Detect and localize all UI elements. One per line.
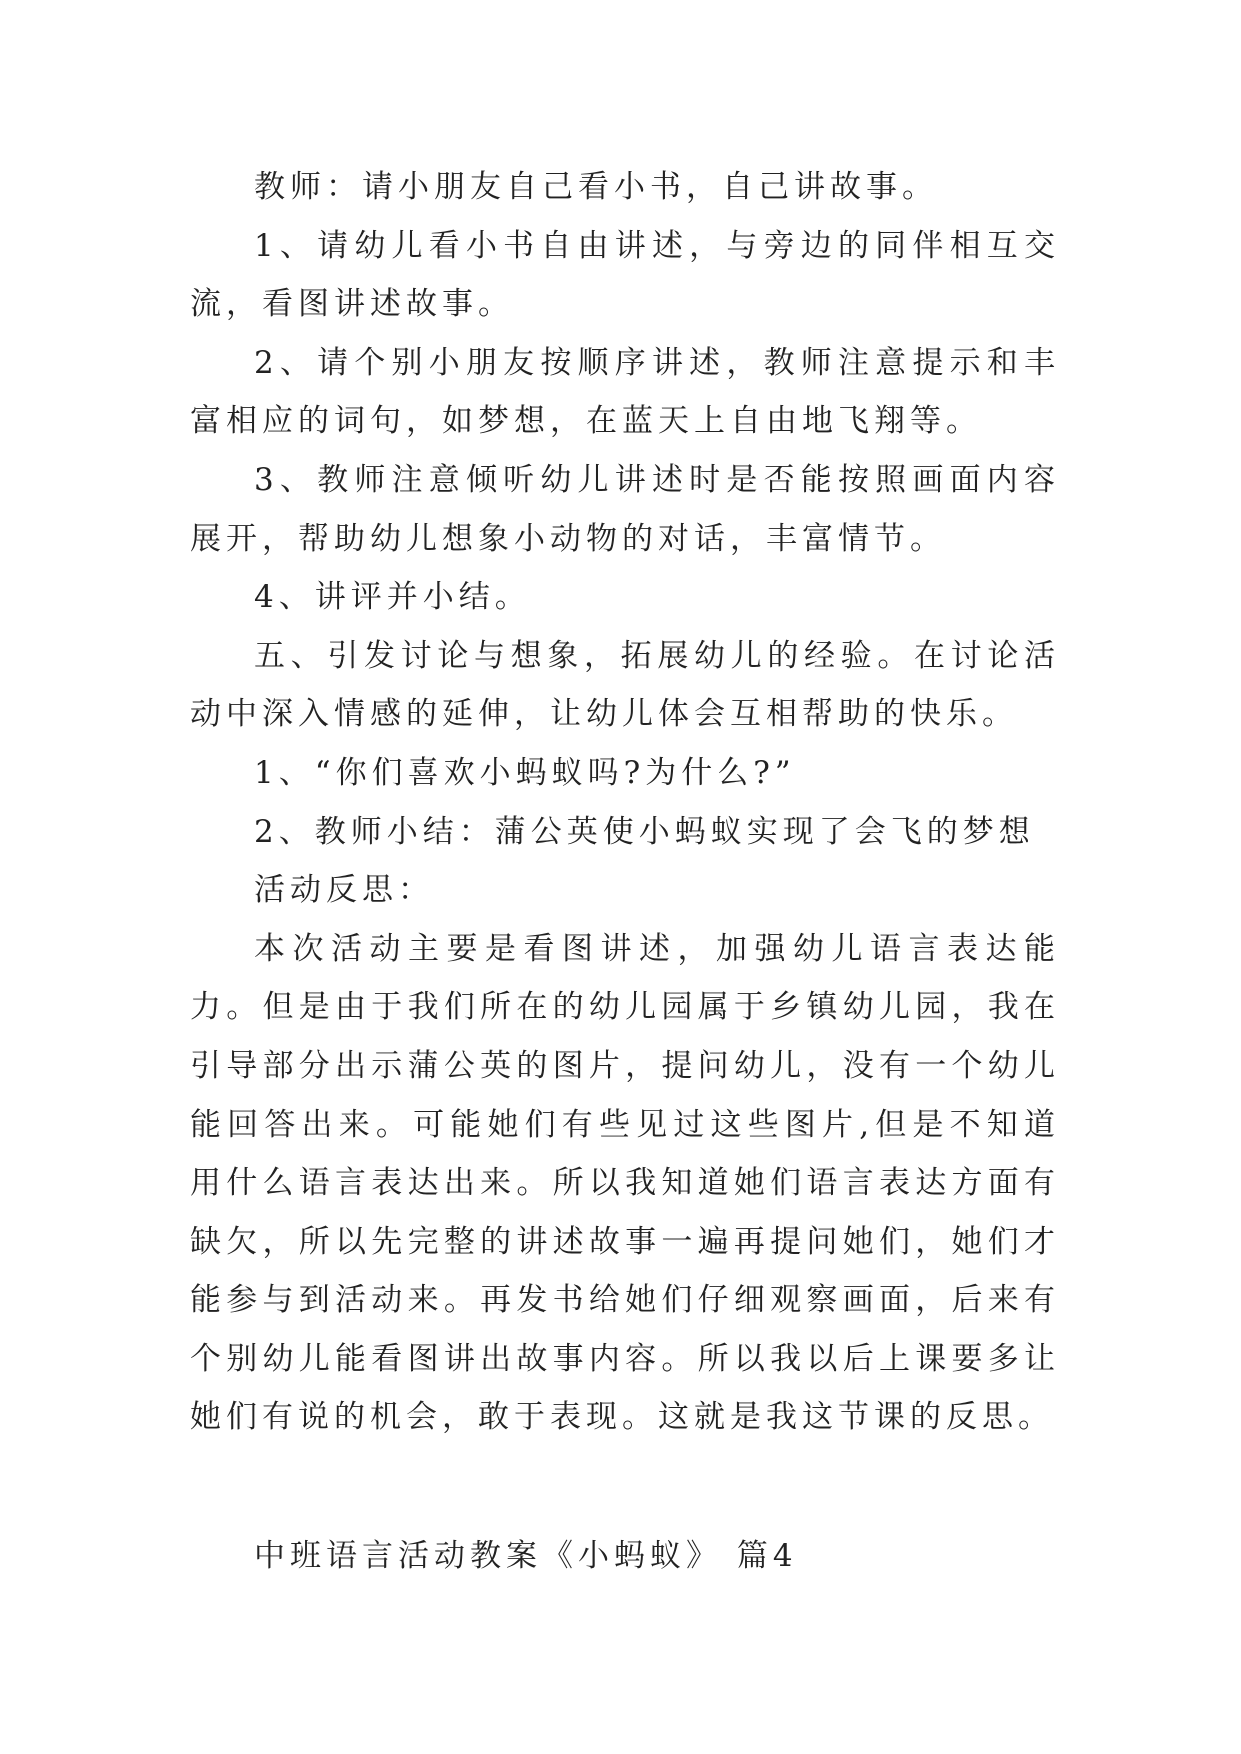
paragraph-reflection-title: 活动反思： [254,872,434,909]
paragraph-step-4: 4、讲评并小结。 [254,579,531,616]
paragraph-reflection-body: 本次活动主要是看图讲述，加强幼儿语言表达能力。但是由于我们所在的幼儿园属于乡镇幼儿园，我在引导部分出示蒲公英的图片，提问幼儿，没有一个幼儿能回答出来。可能她们有些见过这些图片,但是不知道用什么语言表达出来。所以我知道她们语言表达方面有缺欠，所以先完整的讲述故事一遍再提问她们，她们才能参与到活动来。再发书给她们仔细观察画面，后来有个别幼儿能看图讲出故事内容。所以我以后上课要多让她们有说的机会，敢于表现。这就是我这节课的反思。 [190,930,1060,1436]
paragraph-teacher-intro: 教师：请小朋友自己看小书，自己讲故事。 [254,169,938,205]
document-page [190,158,1060,1586]
section-heading: 中班语言活动教案《小蚂蚁》 篇4 [254,1538,798,1575]
paragraph-step-3: 3、教师注意倾听幼儿讲述时是否能按照画面内容展开，帮助幼儿想象小动物的对话，丰富情节。 [190,461,1060,557]
paragraph-question: 1、“你们喜欢小蚂蚁吗?为什么?” [254,754,796,791]
paragraph-step-2: 2、请个别小朋友按顺序讲述，教师注意提示和丰富相应的词句，如梦想，在蓝天上自由地飞翔等。 [190,344,1060,440]
paragraph-step-1: 1、请幼儿看小书自由讲述，与旁边的同伴相互交流，看图讲述故事。 [190,227,1060,323]
paragraph-summary: 2、教师小结：蒲公英使小蚂蚁实现了会飞的梦想 [254,813,1035,850]
paragraph-section-five: 五、引发讨论与想象，拓展幼儿的经验。在讨论活动中深入情感的延伸，让幼儿体会互相帮助的快乐。 [190,637,1060,733]
